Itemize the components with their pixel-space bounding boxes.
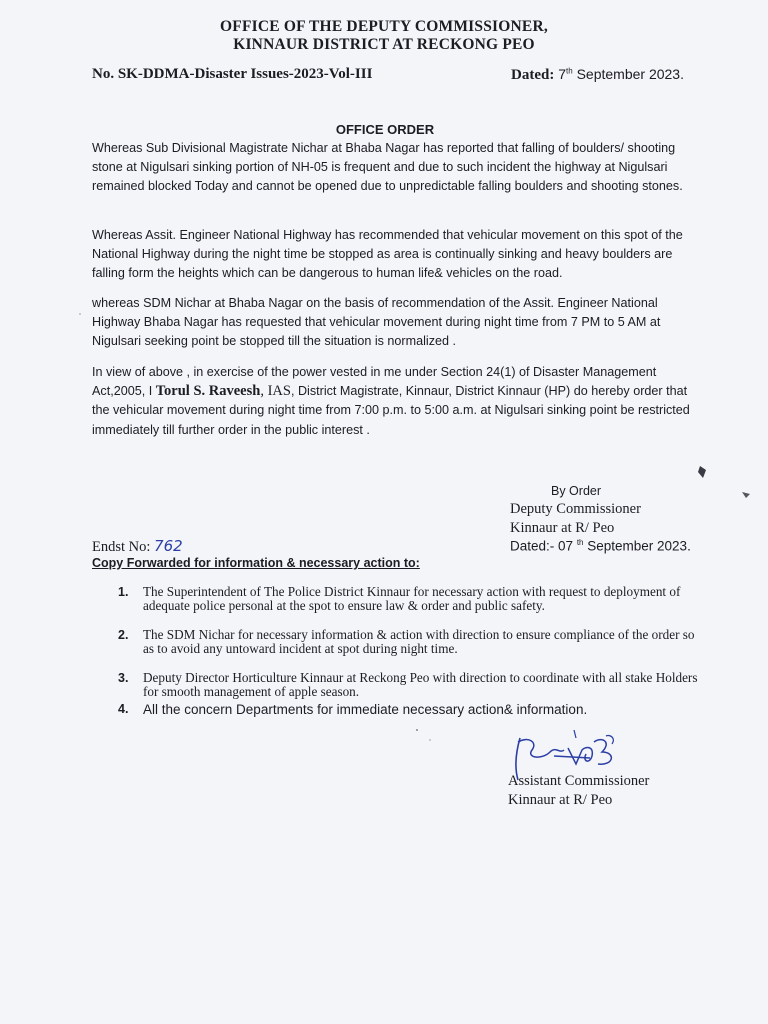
list-item-text: The Superintendent of The Police District Kinnaur for necessary action with request to deployment of adequate police personal at the spot to ensure law & order and public safety. bbox=[143, 584, 681, 613]
list-item-text: Deputy Director Horticulture Kinnaur at Reckong Peo with direction to coordinate with all stake Holders for smooth management of apple season. bbox=[143, 670, 698, 699]
endorsement-label: Endst No: bbox=[92, 539, 151, 555]
list-item-number: 3. bbox=[118, 671, 129, 685]
order-text-after: , District Magistrate, Kinnaur, District Kinnaur (HP) do hereby order that the vehicular movement during night time from 7:00 p.m. to 5:00 a.m. at Nigulsari sinking point be restricted immediately till further order in the public interest . bbox=[92, 384, 690, 437]
list-item-number: 1. bbox=[118, 585, 129, 599]
reference-number: No. SK-DDMA-Disaster Issues-2023-Vol-III bbox=[92, 66, 373, 82]
dated-label: Dated: bbox=[511, 67, 555, 83]
signatory-designation: Assistant Commissioner bbox=[508, 773, 650, 789]
issuer-designation: Deputy Commissioner bbox=[510, 501, 641, 517]
dated-day: 7 bbox=[558, 66, 567, 82]
paragraph-sdm-request: whereas SDM Nichar at Bhaba Nagar on the basis of recommendation of the Assit. Engineer National Highway Bhaba Nagar has requested that vehicular movement during night time from 7 PM to 5 AM at Nigulsari seeking point be stopped till the situation is normalized . bbox=[92, 296, 661, 349]
list-item-number: 2. bbox=[118, 628, 129, 642]
dated-month-year: September 2023. bbox=[576, 66, 684, 82]
issuer-date bbox=[510, 538, 691, 554]
issuer-location: Kinnaur at R/ Peo bbox=[510, 520, 615, 536]
paragraph-sdm-report: Whereas Sub Divisional Magistrate Nichar at Bhaba Nagar has reported that falling of boulders/ shooting stone at Nigulsari sinking portion of NH-05 is frequent and due to such incident the highway at Nigulsari remained blocked Today and cannot be opened due to unpredictable falling boulders and shooting stones. bbox=[92, 141, 683, 194]
list-item-text: The SDM Nichar for necessary information & action with direction to ensure compliance of the order so as to avoid any untoward incident at spot during night time. bbox=[143, 627, 695, 656]
office-header-line-1: OFFICE OF THE DEPUTY COMMISSIONER, bbox=[220, 18, 548, 35]
copy-forwarded-heading: Copy Forwarded for information & necessary action to: bbox=[92, 556, 420, 570]
list-item-number: 4. bbox=[118, 702, 129, 716]
issuer-date-suffix: th bbox=[576, 538, 584, 547]
paragraph-engineer-recommendation: Whereas Assit. Engineer National Highway has recommended that vehicular movement on this spot of the National Highway during the night time be stopped as area is continually sinking and heavy boulders are falling form the heights which can be dangerous to human life& vehicles on the road. bbox=[92, 228, 683, 281]
officer-name-block bbox=[156, 383, 291, 399]
endorsement-number-handwritten: 762 bbox=[154, 537, 183, 555]
issuer-date-rest: September 2023. bbox=[587, 538, 691, 554]
order-title: OFFICE ORDER bbox=[335, 122, 435, 137]
dated-day-suffix: th bbox=[566, 66, 573, 76]
office-header-line-2: KINNAUR DISTRICT AT RECKONG PEO bbox=[233, 36, 535, 53]
list-item-text: All the concern Departments for immediate necessary action& information. bbox=[143, 702, 588, 717]
endorsement-line bbox=[92, 537, 183, 556]
issuer-date-prefix: Dated:- 07 bbox=[510, 538, 574, 554]
reference-date bbox=[511, 66, 684, 84]
officer-title: , IAS bbox=[260, 383, 291, 400]
signatory-location: Kinnaur at R/ Peo bbox=[508, 792, 613, 808]
officer-name: Torul S. Raveesh bbox=[155, 383, 261, 400]
paragraph-order bbox=[92, 363, 704, 440]
by-order-label: By Order bbox=[551, 484, 602, 498]
order-text-before: In view of above , in exercise of the power vested in me under Section 24(1) of Disaster Management Act,2005, I bbox=[92, 365, 657, 399]
